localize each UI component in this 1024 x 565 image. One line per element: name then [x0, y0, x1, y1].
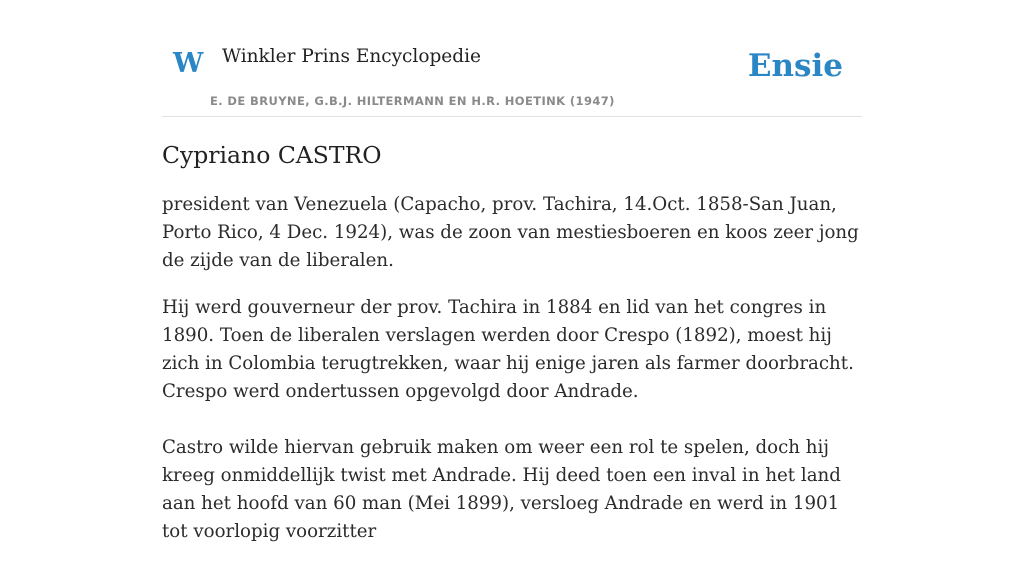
ensie-logo[interactable]: Ensie	[747, 48, 843, 84]
publication-authors: E. DE BRUYNE, G.B.J. HILTERMANN EN H.R. HOETINK (1947)	[210, 94, 615, 108]
article-paragraph: president van Venezuela (Capacho, prov. Tachira, 14.Oct. 1858-San Juan, Porto Rico, 4 Dec. 1924), was de zoon van mestiesboeren en koos zeer jong de zijde van de liberalen.	[162, 194, 859, 271]
publication-title[interactable]: Winkler Prins Encyclopedie	[222, 46, 481, 67]
article-content	[162, 139, 862, 565]
site-header	[162, 0, 862, 117]
winkler-prins-logo[interactable]: W	[173, 48, 204, 79]
article-paragraph: Castro wilde hiervan gebruik maken om weer een rol te spelen, doch hij kreeg onmiddellijk twist met Andrade. Hij deed toen een inval in het land aan het hoofd van 60 man (Mei 1899), versloeg Andrade en werd in 1901 tot voorlopig voorzitter	[162, 437, 841, 542]
article-paragraph: Hij werd gouverneur der prov. Tachira in 1884 en lid van het congres in 1890. Toen de liberalen verslagen werden door Crespo (1892), moest hij zich in Colombia terugtrekken, waar hij enige jaren als farmer doorbracht. Crespo werd ondertussen opgevolgd door Andrade.	[162, 297, 854, 402]
article-title: Cypriano CASTRO	[162, 141, 382, 169]
